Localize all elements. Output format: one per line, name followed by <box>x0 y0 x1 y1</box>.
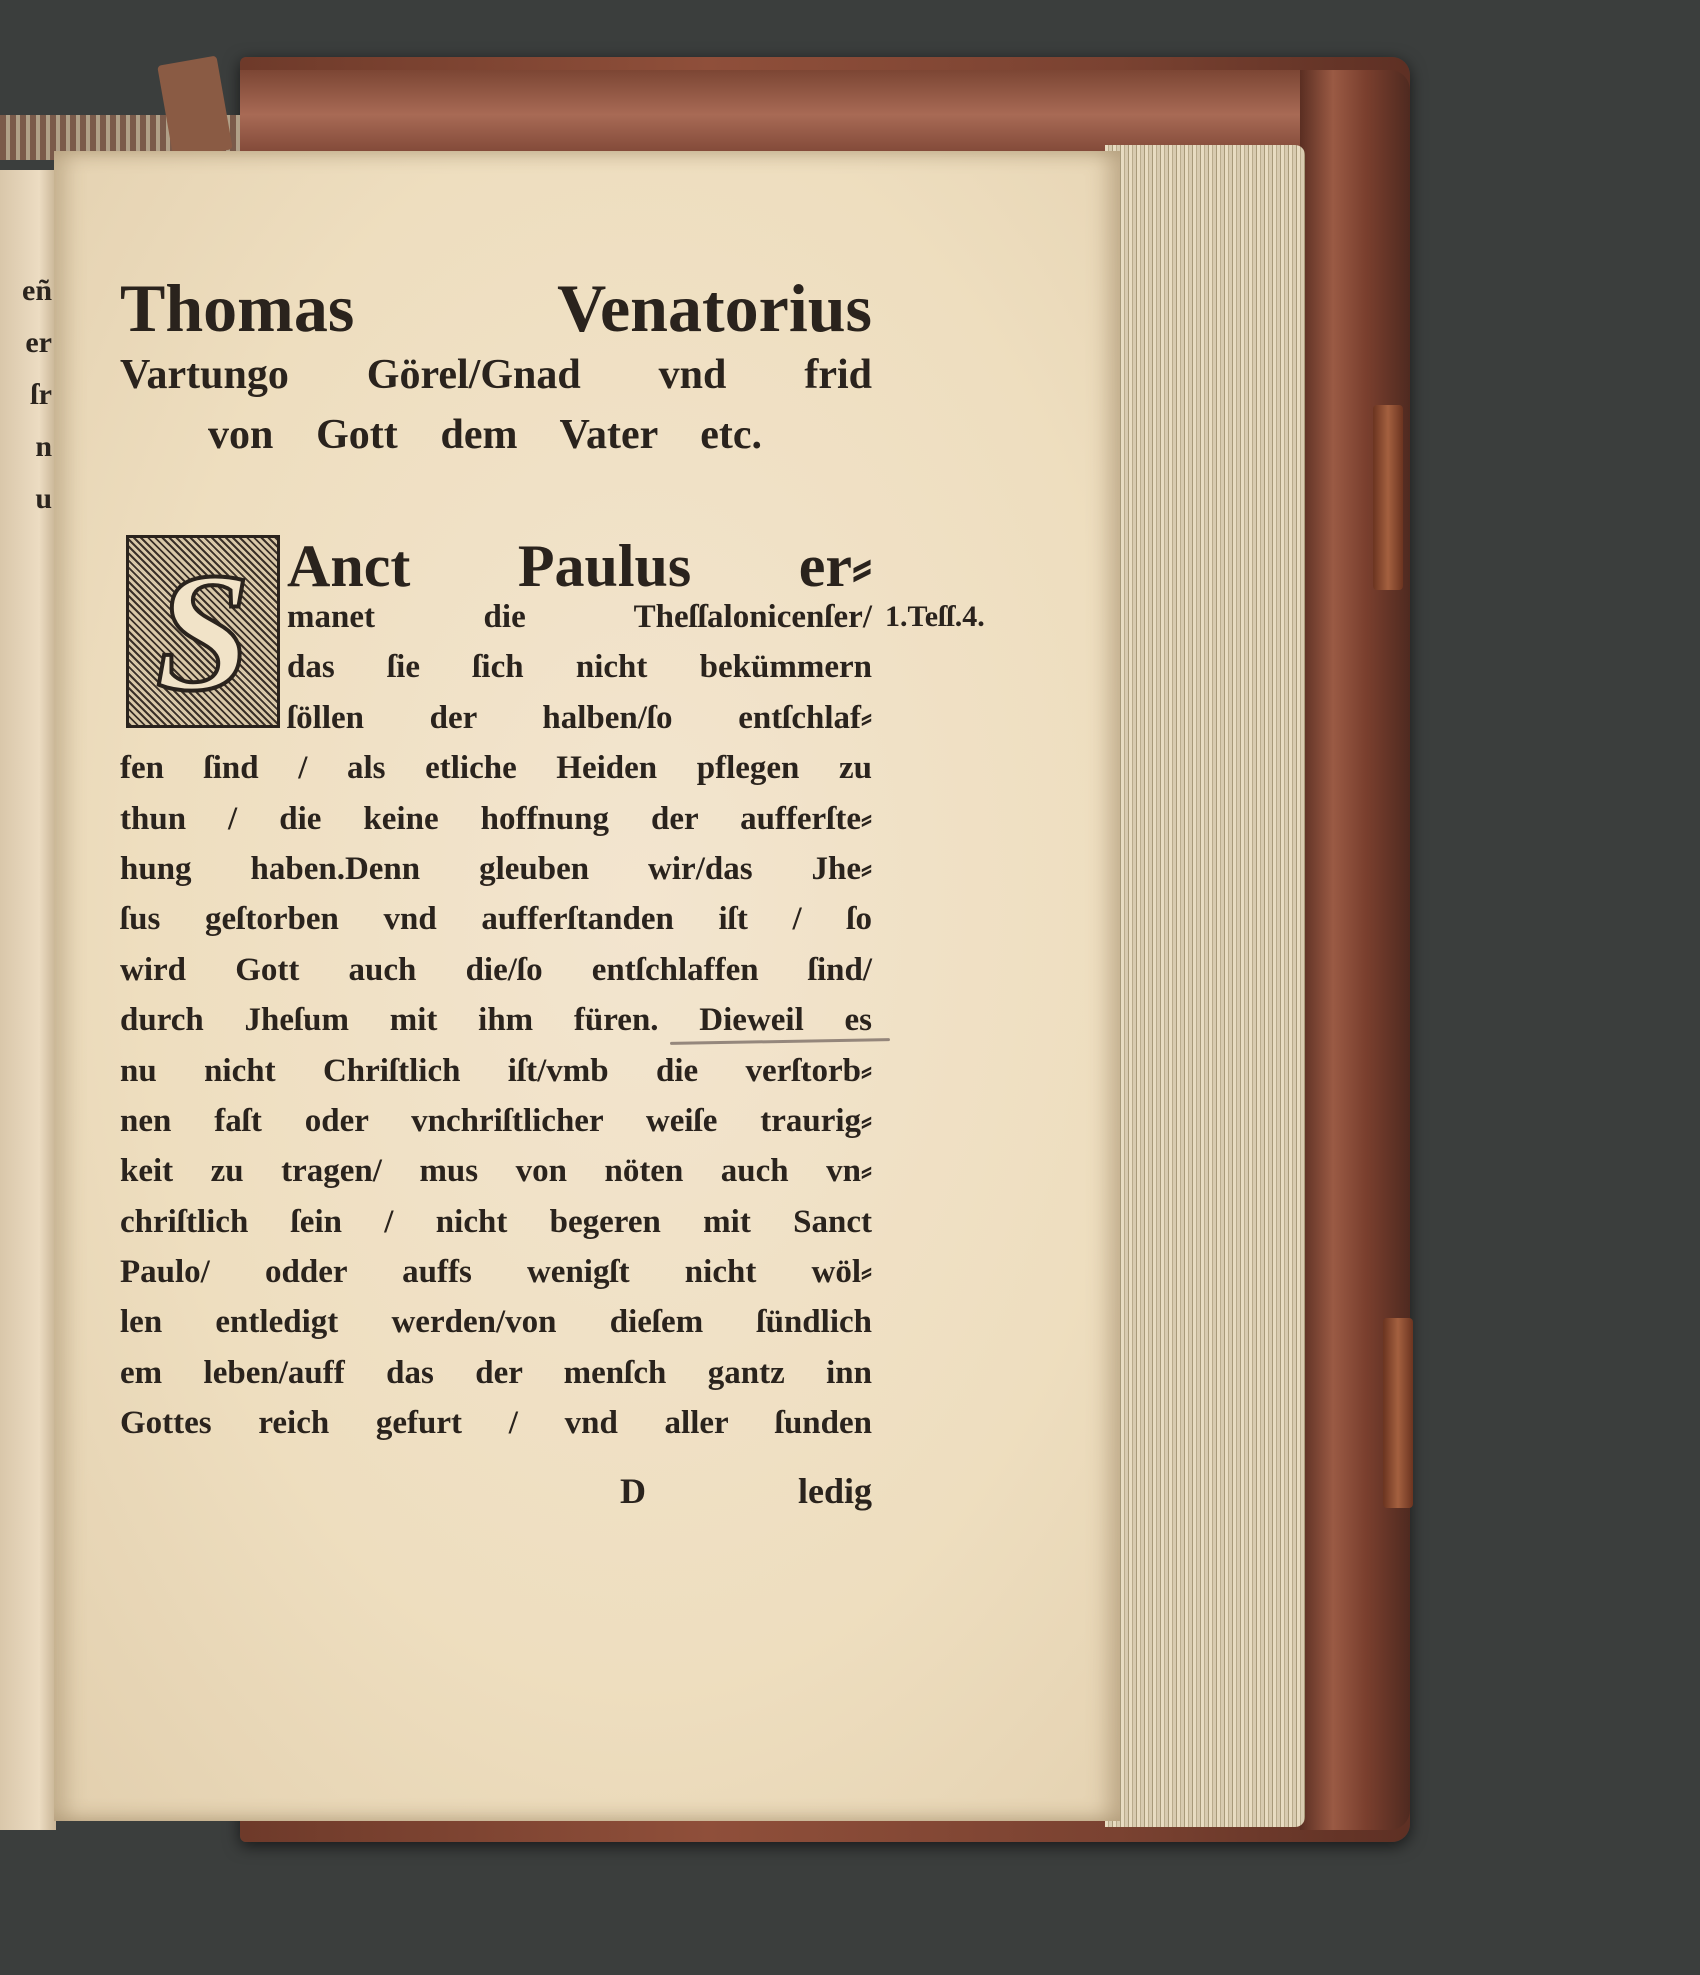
initial-letter: S <box>155 537 251 726</box>
text-line: em leben/auff das der menſch gantz inn <box>120 1354 872 1391</box>
text-line: nu nicht Chriſtlich iſt/vmb die verſtorb⸗ <box>120 1052 872 1089</box>
left-fragment: u <box>35 482 52 515</box>
left-fragment: er <box>25 326 52 359</box>
text-line: keit zu tragen/ mus von nöten auch vn⸗ <box>120 1153 872 1190</box>
cover-fore-edge <box>1300 70 1410 1830</box>
text-line: das ſie ſich nicht bekümmern <box>287 649 872 686</box>
text-line: ſöllen der halben/ſo entſchlaf⸗ <box>287 699 872 736</box>
text-line: chriſtlich ſein / nicht begeren mit Sanct <box>120 1203 872 1240</box>
page-edges <box>1105 145 1305 1827</box>
text-line: thun / die keine hoffnung der aufferſte⸗ <box>120 800 872 837</box>
heading-line-1: Thomas Venatorius <box>120 270 872 346</box>
text-line: len entledigt werden/von dieſem ſündlich <box>120 1304 872 1341</box>
margin-note: 1.Teſſ.4. <box>885 600 985 633</box>
heading-line-3: von Gott dem Vater etc. <box>208 412 762 458</box>
first-text-line: Anct Paulus er⸗ <box>287 533 872 599</box>
text-line: Gottes reich gefurt / vnd aller ſunden <box>120 1405 872 1442</box>
catchword: ledig <box>797 1471 872 1511</box>
heading-line-2: Vartungo Görel/Gnad vnd frid <box>120 352 872 398</box>
body-text <box>120 592 872 1449</box>
text-line: wird Gott auch die/ſo entſchlaffen ſind/ <box>120 951 872 988</box>
text-line: durch Jheſum mit ihm füren. Dieweil es <box>120 1002 872 1039</box>
text-line: fen ſind / als etliche Heiden pflegen zu <box>120 750 872 787</box>
text-line: manet die Theſſalonicenſer/ <box>287 599 872 635</box>
text-line: nen faſt oder vnchriſtlicher weiſe traurig⸗ <box>120 1102 872 1139</box>
left-fragment: eñ <box>22 274 52 307</box>
text-line: hung haben.Denn gleuben wir/das Jhe⸗ <box>120 850 872 887</box>
text-line: ſus geſtorben vnd aufferſtanden iſt / ſo <box>120 901 872 938</box>
left-fragment: ſr <box>30 378 52 411</box>
left-page-text <box>8 265 52 525</box>
signature-mark: D <box>620 1471 646 1511</box>
text-line: Paulo/ odder auffs wenigſt nicht wöl⸗ <box>120 1254 872 1291</box>
clasp-upper <box>1373 405 1403 590</box>
left-fragment: n <box>35 430 52 463</box>
clasp-lower <box>1383 1318 1413 1508</box>
